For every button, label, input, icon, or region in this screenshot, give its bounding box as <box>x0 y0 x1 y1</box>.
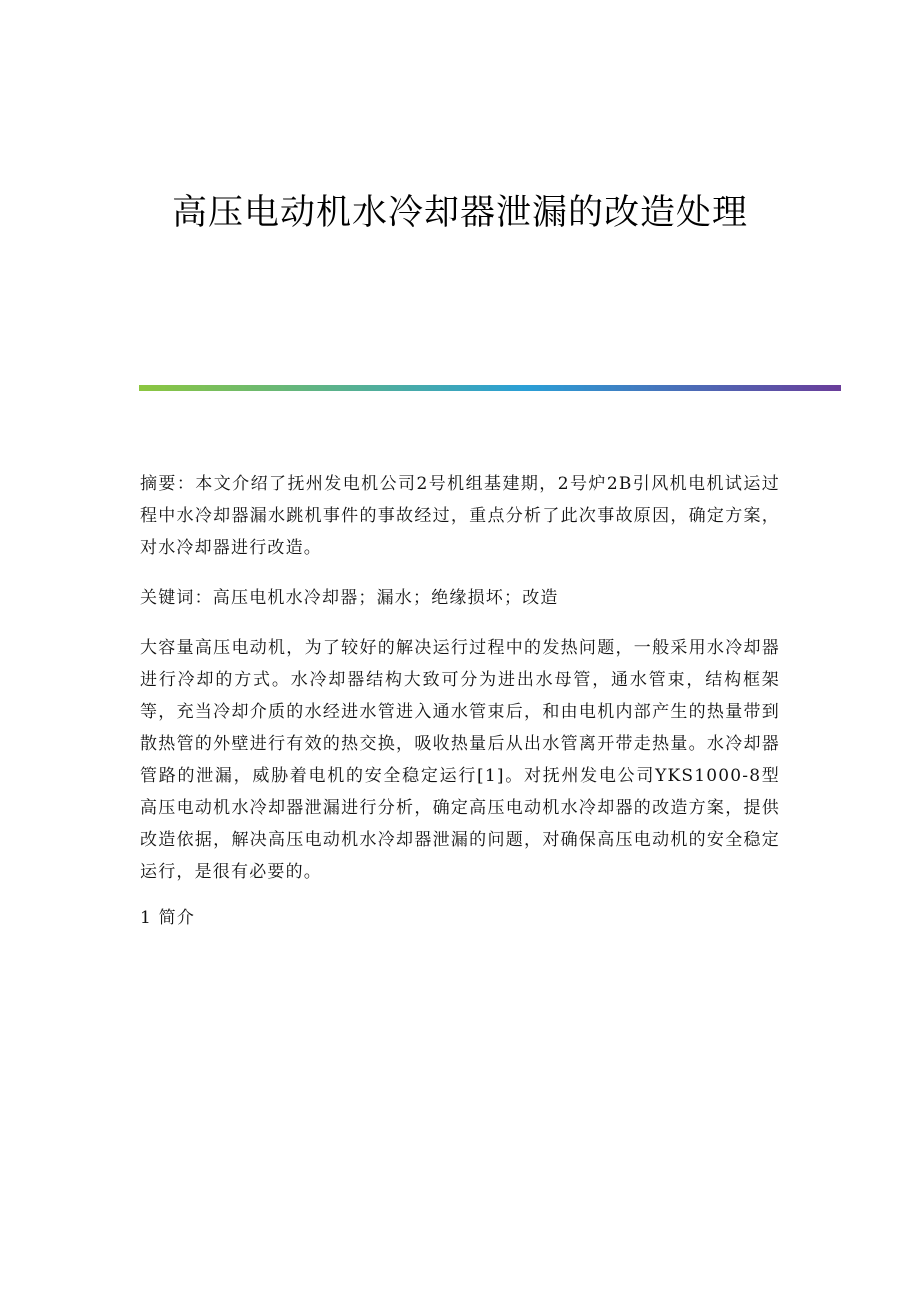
abstract-paragraph: 摘要：本文介绍了抚州发电机公司2号机组基建期，2号炉2B引风机电机试运过程中水冷却器漏水跳机事件的事故经过，重点分析了此次事故原因，确定方案，对水冷却器进行改造。 <box>140 474 780 558</box>
intro-paragraph: 大容量高压电动机，为了较好的解决运行过程中的发热问题，一般采用水冷却器进行冷却的方式。水冷却器结构大致可分为进出水母管，通水管束，结构框架等，充当冷却介质的水经进水管进入通水管束后，和由电机内部产生的热量带到散热管的外壁进行有效的热交换，吸收热量后从出水管离开带走热量。水冷却器管路的泄漏，威胁着电机的安全稳定运行[1]。对抚州发电公司YKS1000-8型高压电动机水冷却器泄漏进行分析，确定高压电动机水冷却器的改造方案，提供改造依据，解决高压电动机水冷却器泄漏的问题，对确保高压电动机的安全稳定运行，是很有必要的。 <box>140 638 780 882</box>
section-heading: 1 简介 <box>140 908 196 928</box>
gradient-divider <box>139 385 841 391</box>
document-body <box>140 468 780 948</box>
page-title: 高压电动机水冷却器泄漏的改造处理 <box>171 193 748 233</box>
keywords-line: 关键词：高压电机水冷却器；漏水；绝缘损坏；改造 <box>140 588 559 608</box>
